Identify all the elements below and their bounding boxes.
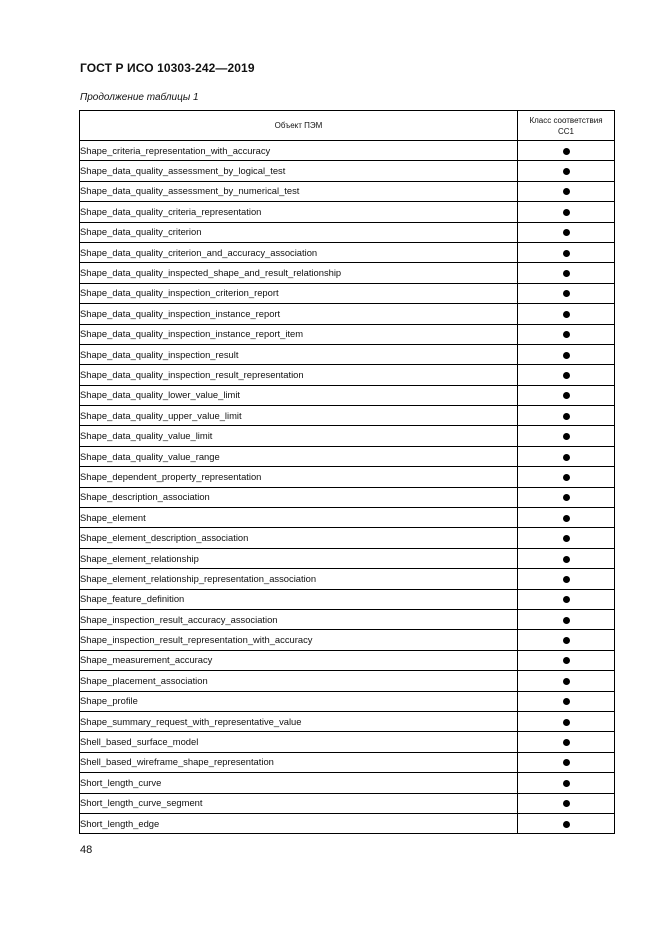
object-name-cell: Shape_summary_request_with_representative_value xyxy=(80,711,518,731)
filled-circle-icon xyxy=(563,454,570,461)
table-row xyxy=(80,181,615,201)
table-row xyxy=(80,263,615,283)
object-name-cell: Shape_criteria_representation_with_accuracy xyxy=(80,141,518,161)
filled-circle-icon xyxy=(563,617,570,624)
column-header-class-line2: СС1 xyxy=(557,126,574,136)
conformance-cell xyxy=(518,263,615,283)
filled-circle-icon xyxy=(563,800,570,807)
object-name-cell: Shape_feature_definition xyxy=(80,589,518,609)
table-row xyxy=(80,283,615,303)
conformance-cell xyxy=(518,202,615,222)
object-name-cell: Shape_data_quality_inspection_result xyxy=(80,344,518,364)
table-row xyxy=(80,365,615,385)
filled-circle-icon xyxy=(563,739,570,746)
table-row xyxy=(80,609,615,629)
table-row xyxy=(80,813,615,833)
object-name-cell: Shape_data_quality_inspection_result_representation xyxy=(80,365,518,385)
table-row xyxy=(80,691,615,711)
object-name-cell: Shape_element_relationship_representation_association xyxy=(80,569,518,589)
conformance-cell xyxy=(518,283,615,303)
object-name-cell: Shell_based_wireframe_shape_representation xyxy=(80,752,518,772)
table-row xyxy=(80,650,615,670)
table-row xyxy=(80,793,615,813)
filled-circle-icon xyxy=(563,352,570,359)
table-row xyxy=(80,161,615,181)
object-name-cell: Shape_data_quality_inspection_instance_report xyxy=(80,304,518,324)
table-row xyxy=(80,589,615,609)
conformance-cell xyxy=(518,589,615,609)
filled-circle-icon xyxy=(563,270,570,277)
object-name-cell: Shape_element_relationship xyxy=(80,548,518,568)
filled-circle-icon xyxy=(563,698,570,705)
table-row xyxy=(80,487,615,507)
object-name-cell: Short_length_curve_segment xyxy=(80,793,518,813)
conformance-cell xyxy=(518,650,615,670)
object-name-cell: Shape_inspection_result_representation_with_accuracy xyxy=(80,630,518,650)
conformance-cell xyxy=(518,161,615,181)
object-name-cell: Shape_element xyxy=(80,508,518,528)
filled-circle-icon xyxy=(563,433,570,440)
object-name-cell: Shape_data_quality_criterion_and_accuracy_association xyxy=(80,242,518,262)
filled-circle-icon xyxy=(563,148,570,155)
table-row xyxy=(80,732,615,752)
filled-circle-icon xyxy=(563,372,570,379)
filled-circle-icon xyxy=(563,719,570,726)
object-name-cell: Shape_dependent_property_representation xyxy=(80,467,518,487)
filled-circle-icon xyxy=(563,596,570,603)
conformance-cell xyxy=(518,569,615,589)
filled-circle-icon xyxy=(563,229,570,236)
filled-circle-icon xyxy=(563,290,570,297)
conformance-cell xyxy=(518,793,615,813)
conformance-cell xyxy=(518,467,615,487)
object-name-cell: Shell_based_surface_model xyxy=(80,732,518,752)
conformance-cell xyxy=(518,711,615,731)
table-row xyxy=(80,773,615,793)
table-row xyxy=(80,528,615,548)
conformance-cell xyxy=(518,365,615,385)
filled-circle-icon xyxy=(563,392,570,399)
table-row xyxy=(80,671,615,691)
table-row xyxy=(80,222,615,242)
table-row xyxy=(80,406,615,426)
filled-circle-icon xyxy=(563,413,570,420)
filled-circle-icon xyxy=(563,188,570,195)
object-name-cell: Shape_data_quality_inspection_instance_report_item xyxy=(80,324,518,344)
table-row xyxy=(80,569,615,589)
conformance-cell xyxy=(518,406,615,426)
filled-circle-icon xyxy=(563,535,570,542)
table-caption: Продолжение таблицы 1 xyxy=(80,92,199,103)
conformance-cell xyxy=(518,630,615,650)
object-name-cell: Shape_data_quality_criteria_representation xyxy=(80,202,518,222)
table-row xyxy=(80,242,615,262)
table-row xyxy=(80,141,615,161)
table-row xyxy=(80,385,615,405)
filled-circle-icon xyxy=(563,250,570,257)
filled-circle-icon xyxy=(563,657,570,664)
filled-circle-icon xyxy=(563,494,570,501)
conformance-cell xyxy=(518,732,615,752)
object-name-cell: Shape_data_quality_inspection_criterion_report xyxy=(80,283,518,303)
column-header-class-line1: Класс соответствия xyxy=(529,115,603,125)
filled-circle-icon xyxy=(563,556,570,563)
conformance-cell xyxy=(518,752,615,772)
conformance-cell xyxy=(518,222,615,242)
conformance-cell xyxy=(518,609,615,629)
object-name-cell: Shape_inspection_result_accuracy_association xyxy=(80,609,518,629)
object-name-cell: Shape_data_quality_upper_value_limit xyxy=(80,406,518,426)
conformance-cell xyxy=(518,548,615,568)
object-name-cell: Shape_profile xyxy=(80,691,518,711)
table-row xyxy=(80,202,615,222)
table-row xyxy=(80,548,615,568)
table-header-row xyxy=(80,111,615,141)
filled-circle-icon xyxy=(563,311,570,318)
filled-circle-icon xyxy=(563,474,570,481)
conformance-cell xyxy=(518,487,615,507)
object-name-cell: Shape_data_quality_lower_value_limit xyxy=(80,385,518,405)
table-row xyxy=(80,508,615,528)
table-row xyxy=(80,630,615,650)
filled-circle-icon xyxy=(563,209,570,216)
table-row xyxy=(80,752,615,772)
object-name-cell: Shape_description_association xyxy=(80,487,518,507)
filled-circle-icon xyxy=(563,637,570,644)
object-name-cell: Shape_data_quality_assessment_by_numerical_test xyxy=(80,181,518,201)
object-name-cell: Shape_measurement_accuracy xyxy=(80,650,518,670)
object-name-cell: Shape_data_quality_criterion xyxy=(80,222,518,242)
table-row xyxy=(80,467,615,487)
table-row xyxy=(80,426,615,446)
conformance-cell xyxy=(518,691,615,711)
conformance-cell xyxy=(518,385,615,405)
conformance-cell xyxy=(518,181,615,201)
conformance-cell xyxy=(518,426,615,446)
conformance-cell xyxy=(518,508,615,528)
conformance-cell xyxy=(518,141,615,161)
object-name-cell: Shape_data_quality_value_range xyxy=(80,446,518,466)
object-name-cell: Shape_placement_association xyxy=(80,671,518,691)
filled-circle-icon xyxy=(563,168,570,175)
table-row xyxy=(80,446,615,466)
table-row xyxy=(80,711,615,731)
conformance-cell xyxy=(518,324,615,344)
column-header-object: Объект ПЭМ xyxy=(80,111,518,141)
object-name-cell: Shape_data_quality_value_limit xyxy=(80,426,518,446)
conformance-cell xyxy=(518,671,615,691)
filled-circle-icon xyxy=(563,780,570,787)
filled-circle-icon xyxy=(563,331,570,338)
conformance-cell xyxy=(518,813,615,833)
page-number: 48 xyxy=(80,844,93,856)
conformance-cell xyxy=(518,528,615,548)
conformance-cell xyxy=(518,304,615,324)
object-name-cell: Short_length_curve xyxy=(80,773,518,793)
object-name-cell: Shape_data_quality_assessment_by_logical_test xyxy=(80,161,518,181)
table-row xyxy=(80,324,615,344)
object-name-cell: Short_length_edge xyxy=(80,813,518,833)
object-name-cell: Shape_data_quality_inspected_shape_and_result_relationship xyxy=(80,263,518,283)
table-row xyxy=(80,344,615,364)
filled-circle-icon xyxy=(563,759,570,766)
table-row xyxy=(80,304,615,324)
object-name-cell: Shape_element_description_association xyxy=(80,528,518,548)
filled-circle-icon xyxy=(563,515,570,522)
filled-circle-icon xyxy=(563,821,570,828)
filled-circle-icon xyxy=(563,678,570,685)
conformance-cell xyxy=(518,242,615,262)
conformance-cell xyxy=(518,773,615,793)
column-header-class xyxy=(518,111,615,141)
conformance-table xyxy=(79,110,615,834)
filled-circle-icon xyxy=(563,576,570,583)
conformance-cell xyxy=(518,446,615,466)
conformance-cell xyxy=(518,344,615,364)
document-header: ГОСТ Р ИСО 10303-242—2019 xyxy=(80,61,255,75)
